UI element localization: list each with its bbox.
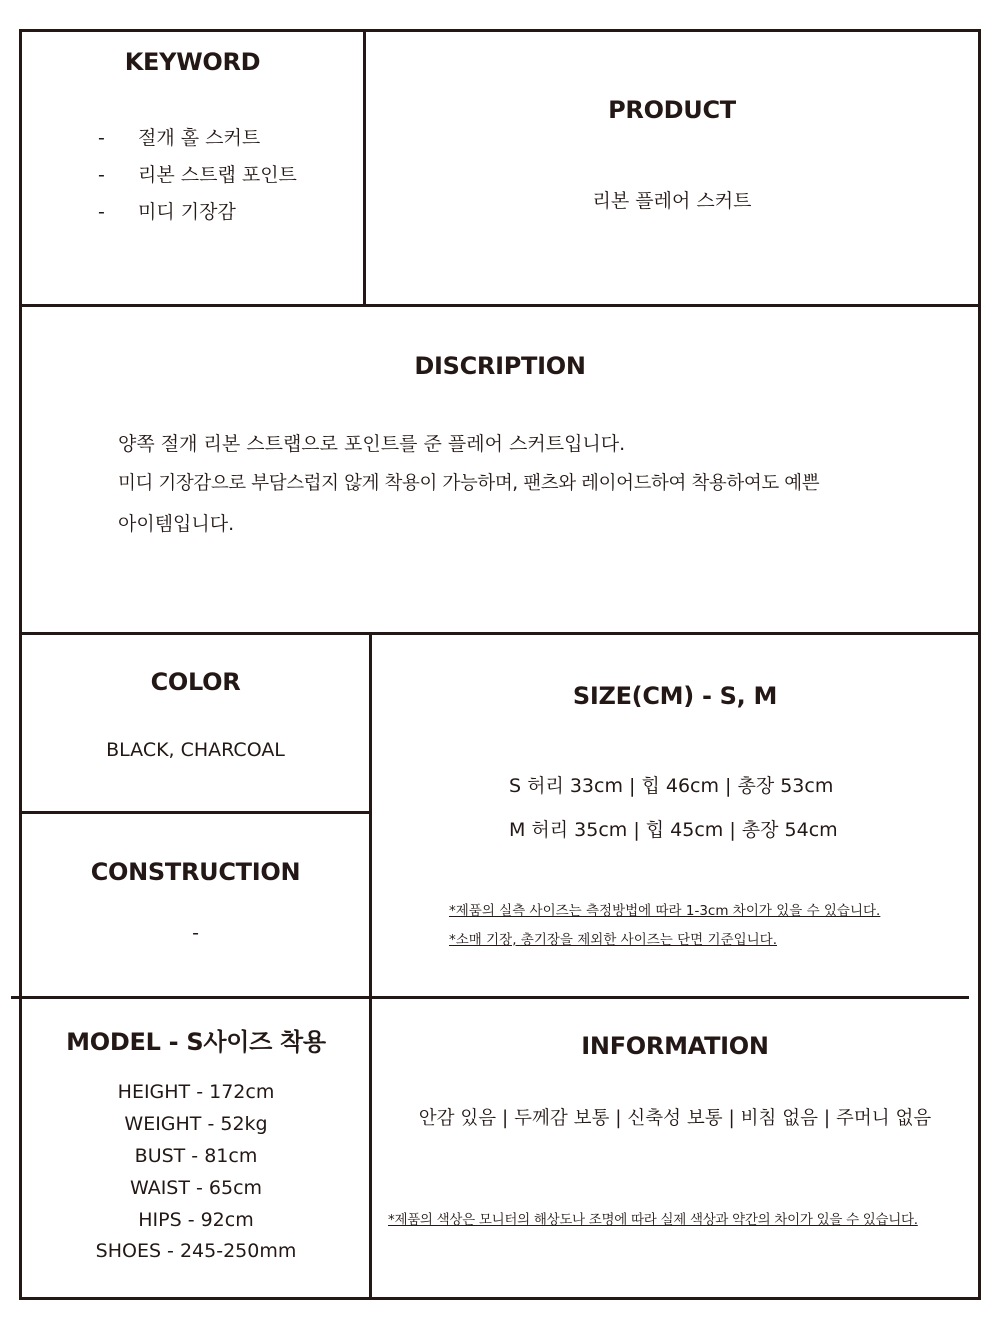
keyword-bullet: - (98, 201, 105, 223)
divider-color-construction (19, 811, 371, 814)
divider-row3 (11, 996, 969, 999)
keyword-bullet: - (98, 164, 105, 186)
product-name: 리본 플레어 스커트 (592, 190, 752, 212)
model-spec-weight: WEIGHT - 52kg (124, 1113, 268, 1135)
keyword-item-label: 리본 스트랩 포인트 (138, 164, 297, 186)
description-line: 아이템입니다. (118, 513, 235, 535)
information-note: *제품의 색상은 모니터의 해상도나 조명에 따라 실제 색상과 약간의 차이가 있을 수 있습니다. (388, 1212, 918, 1228)
divider-keyword-product (363, 29, 366, 306)
keyword-item-label: 절개 홀 스커트 (138, 127, 261, 149)
construction-title: CONSTRUCTION (90, 858, 301, 886)
size-note: *소매 기장, 총기장을 제외한 사이즈는 단면 기준입니다. (449, 932, 777, 948)
table-border-top (19, 29, 981, 32)
divider-row1 (19, 304, 981, 307)
information-attributes: 안감 있음 | 두께감 보통 | 신축성 보통 | 비침 없음 | 주머니 없음 (418, 1108, 932, 1129)
product-title: PRODUCT (608, 96, 736, 124)
information-title: INFORMATION (581, 1032, 769, 1060)
keyword-item (98, 160, 297, 187)
table-border-bottom (19, 1297, 981, 1300)
description-title: DISCRIPTION (414, 352, 586, 380)
keyword-item (98, 123, 260, 150)
color-title: COLOR (150, 668, 241, 696)
keyword-bullet: - (98, 127, 105, 149)
construction-value: - (192, 922, 199, 944)
size-title: SIZE(CM) - S, M (572, 682, 778, 710)
divider-middle-column (369, 632, 372, 1300)
model-spec-height: HEIGHT - 172cm (117, 1081, 275, 1103)
model-spec-waist: WAIST - 65cm (129, 1177, 263, 1199)
size-row-m: M 허리 35cm | 힙 45cm | 총장 54cm (509, 819, 838, 841)
model-spec-shoes: SHOES - 245-250mm (95, 1240, 297, 1262)
description-line: 미디 기장감으로 부담스럽지 않게 착용이 가능하며, 팬츠와 레이어드하여 착용하여도 예쁜 (118, 473, 820, 494)
size-row-s: S 허리 33cm | 힙 46cm | 총장 53cm (509, 775, 834, 797)
keyword-item-label: 미디 기장감 (138, 201, 236, 223)
keyword-title: KEYWORD (124, 48, 261, 76)
model-title: MODEL - S사이즈 착용 (66, 1028, 326, 1056)
color-value: BLACK, CHARCOAL (106, 739, 285, 761)
table-border-left (19, 29, 22, 1300)
table-border-right (978, 29, 981, 1300)
keyword-item (98, 197, 236, 224)
model-spec-bust: BUST - 81cm (134, 1145, 258, 1167)
description-line: 양쪽 절개 리본 스트랩으로 포인트를 준 플레어 스커트입니다. (118, 433, 626, 455)
model-spec-hips: HIPS - 92cm (138, 1209, 254, 1231)
size-note: *제품의 실측 사이즈는 측정방법에 따라 1-3cm 차이가 있을 수 있습니다. (449, 903, 881, 919)
divider-row2 (19, 632, 981, 635)
